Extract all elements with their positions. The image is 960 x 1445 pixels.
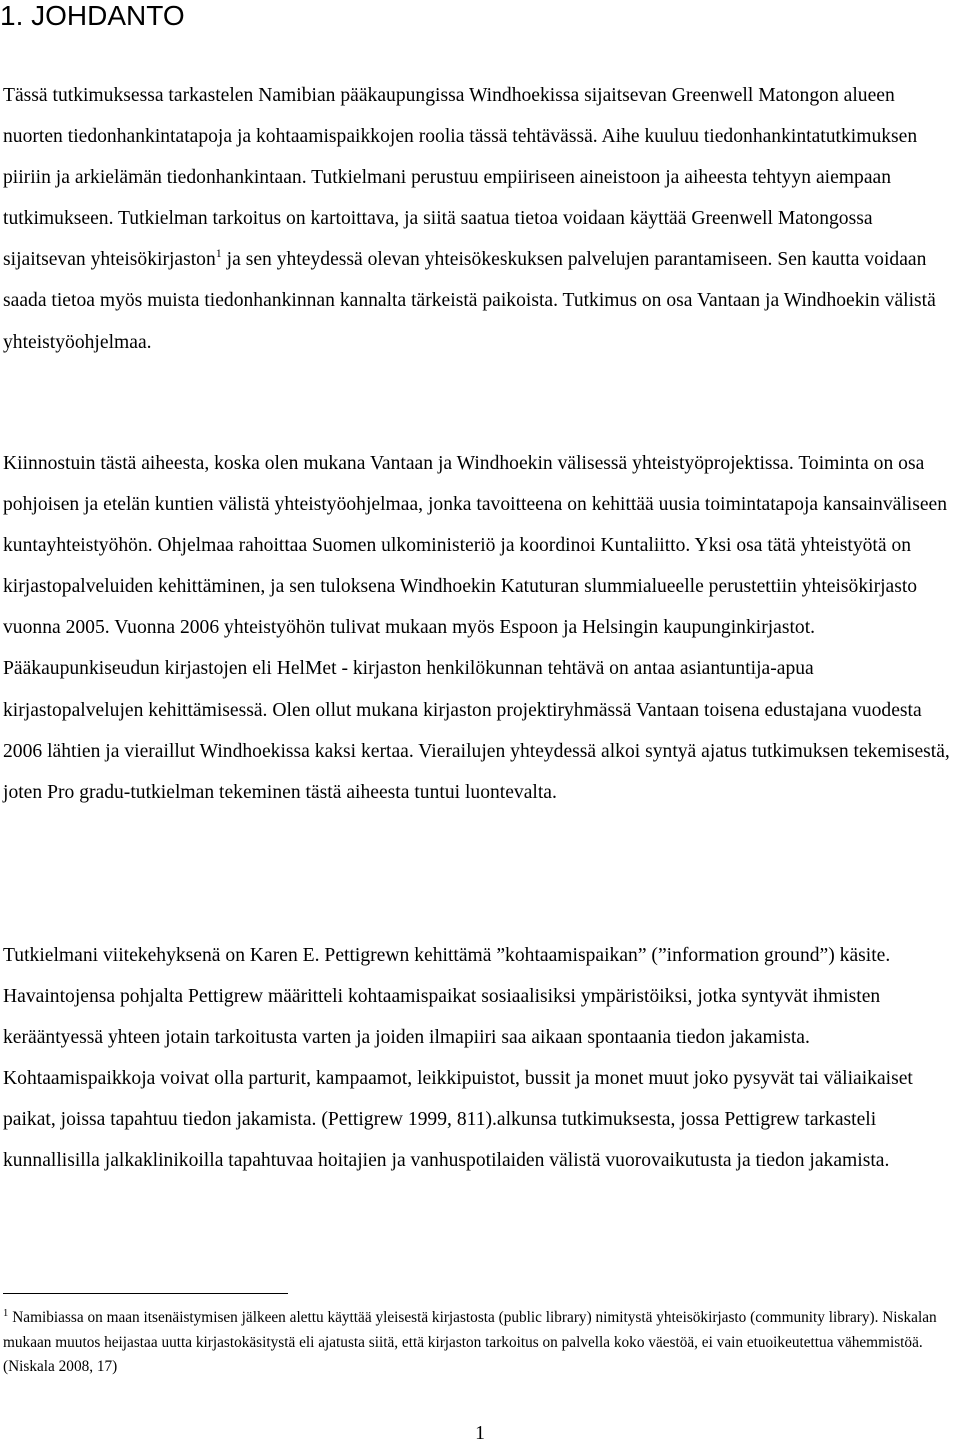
footnote-number: 1: [3, 1308, 9, 1319]
chapter-heading: 1. JOHDANTO: [0, 0, 185, 31]
paragraph-motivation: Kiinnostuin tästä aiheesta, koska olen mukana Vantaan ja Windhoekin välisessä yhteistyöprojektissa. Toiminta on osa pohjoisen ja etelän kuntien välistä yhteistyöohjelmaa, jonka tavoitteena on kehittää uusia toimintatapoja kansainväliseen kuntayhteistyöhön. Ohjelmaa rahoittaa Suomen ulkoministeriö ja koordinoi Kuntaliitto. Yksi osa tätä yhteistyötä on kirjastopalveluiden kehittäminen, ja sen tuloksena Windhoekin Katuturan slummialueelle perustettiin yhteisökirjasto vuonna 2005. Vuonna 2006 yhteistyöhön tulivat mukaan myös Espoon ja Helsingin kaupunginkirjastot. Pääkaupunkiseudun kirjastojen eli HelMet - kirjaston henkilökunnan tehtävä on antaa asiantuntija-apua kirjastopalvelujen kehittämisessä. Olen ollut mukana kirjaston projektiryhmässä Vantaan toisena edustajana vuodesta 2006 lähtien ja vieraillut Windhoekissa kaksi kertaa. Vierailujen yhteydessä alkoi syntyä ajatus tutkimuksen tekemisestä, joten Pro gradu-tutkielman tekeminen tästä aiheesta tuntui luontevalta.: [3, 453, 950, 803]
footnote-reference: 1: [215, 246, 222, 261]
paragraph-framework: Tutkielmani viitekehyksenä on Karen E. Pettigrewn kehittämä ”kohtaamispaikan” (”information ground”) käsite. Havaintojensa pohjalta Pettigrew määritteli kohtaamispaikat sosiaalisiksi ympäristöiksi, jotka syntyvät ihmisten kerääntyessä yhteen jotain tarkoitusta varten ja joiden ilmapiiri saa aikaan spontaania tiedon jakamista. Kohtaamispaikkoja voivat olla parturit, kampaamot, leikkipuistot, bussit ja monet muut joko pysyvät tai väliaikaiset paikat, joissa tapahtuu tiedon jakamista. (Pettigrew 1999, 811).alkunsa tutkimuksesta, jossa Pettigrew tarkasteli kunnallisilla jalkaklinikoilla tapahtuvaa hoitajien ja vanhuspotilaiden välistä vuorovaikutusta ja tiedon jakamista.: [3, 945, 913, 1172]
page-number: 1: [475, 1423, 485, 1444]
footnote-separator: [3, 1293, 288, 1294]
footnote-text: Namibiassa on maan itsenäistymisen jälkeen alettu käyttää yleisestä kirjastosta (public library) nimitystä yhteisökirjasto (community library). Niskalan mukaan muutos heijastaa uutta kirjastokäsitystä eli ajatusta siitä, että kirjaston tarkoitus on palvella koko väestöä, ei vain etuoikeutettua vähemmistöä. (Niskala 2008, 17): [3, 1309, 937, 1375]
paragraph-intro-part-a: Tässä tutkimuksessa tarkastelen Namibian pääkaupungissa Windhoekissa sijaitsevan Greenwell Matongon alueen nuorten tiedonhankintatapoja ja kohtaamispaikkojen roolia tässä tehtävässä. Aihe kuuluu tiedonhankintatutkimuksen piiriin ja arkielämän tiedonhankintaan. Tutkielmani perustuu empiiriseen aineistoon ja aiheesta tehtyyn aiempaan tutkimukseen. Tutkielman tarkoitus on kartoittava, ja siitä saatua tietoa voidaan käyttää Greenwell Matongossa sijaitsevan yhteisökirjaston: [3, 85, 918, 271]
footnote: [3, 1306, 948, 1380]
paragraph-intro-part-b: ja sen yhteydessä olevan yhteisökeskuksen palvelujen parantamiseen. Sen kautta voidaan saada tietoa myös muista tiedonhankinnan kannalta tärkeistä paikoista. Tutkimus on osa Vantaan ja Windhoekin välistä yhteistyöohjelmaa.: [3, 249, 936, 353]
paragraph-intro: [3, 75, 953, 363]
